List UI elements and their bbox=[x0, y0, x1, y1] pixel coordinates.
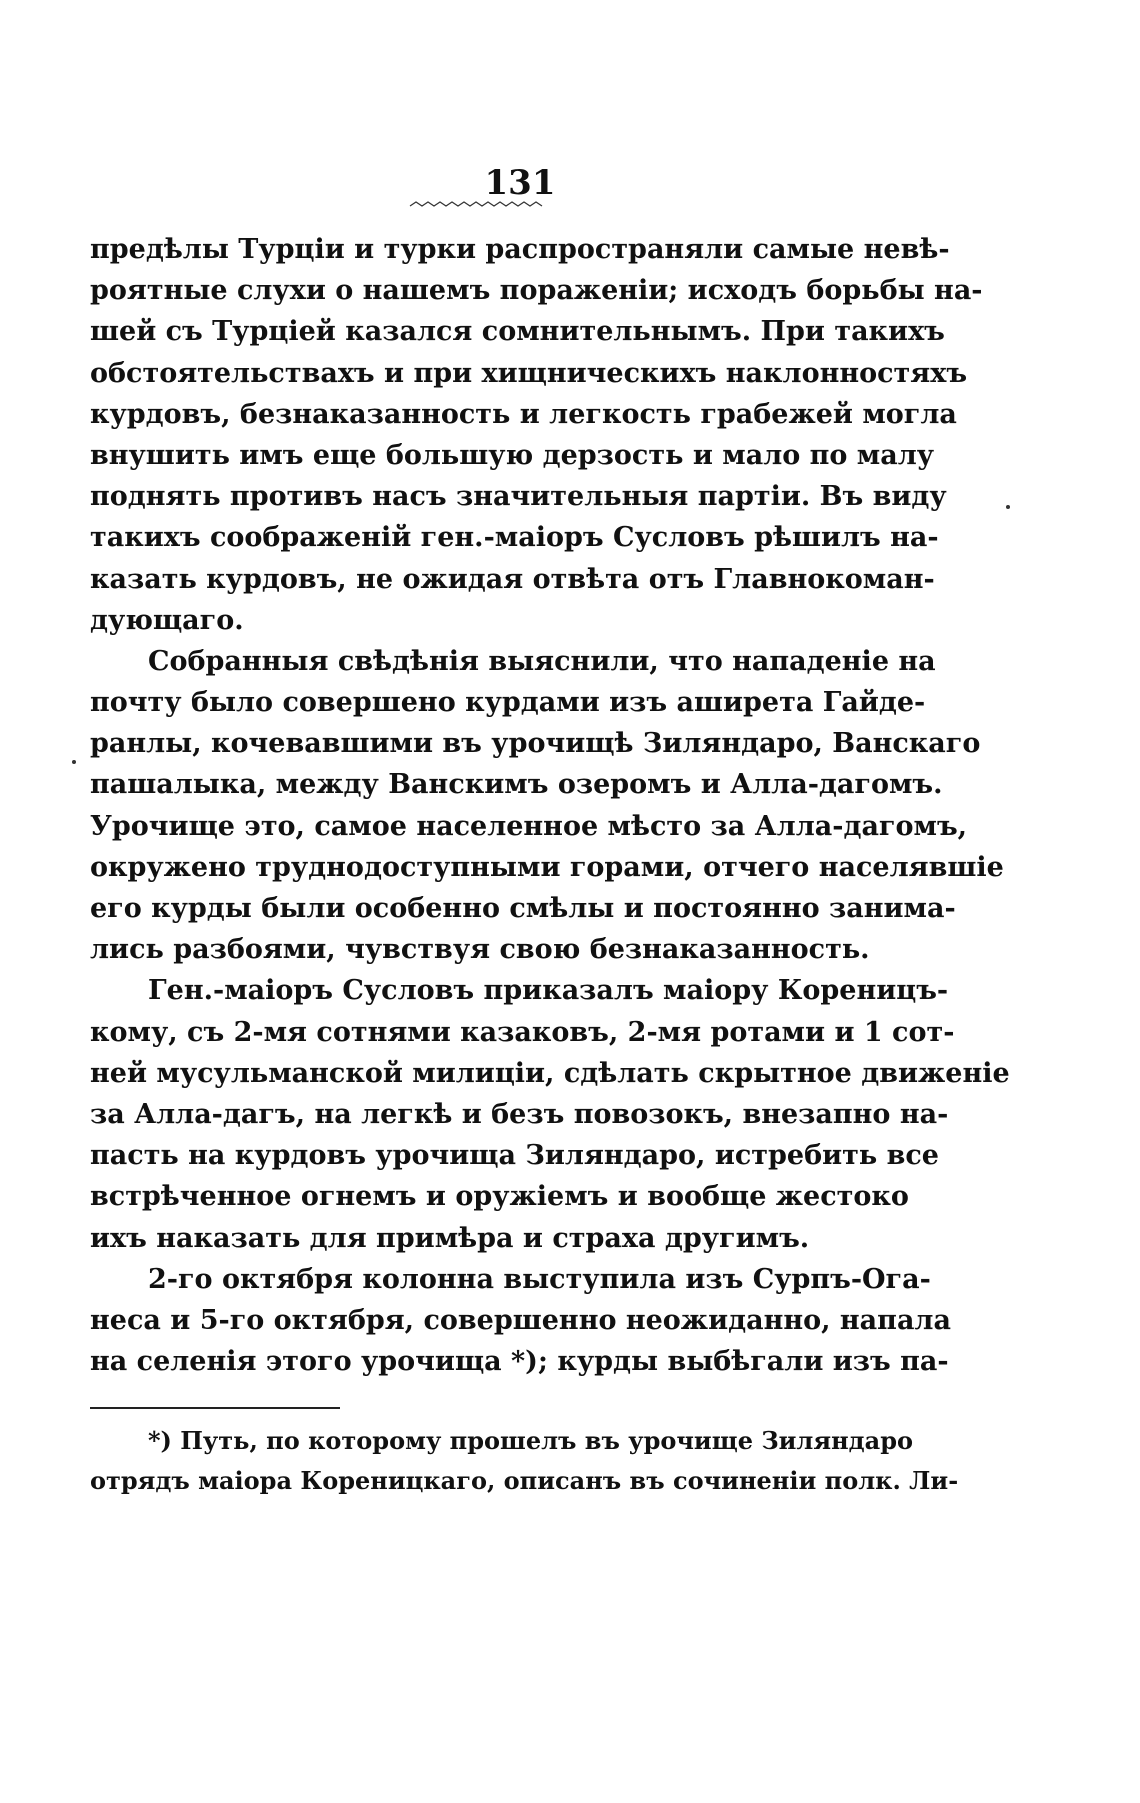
footnotes bbox=[90, 1421, 959, 1501]
text-line: его курды были особенно смѣлы и постоянно занима- bbox=[90, 893, 956, 924]
text-line: за Алла-дагъ, на легкѣ и безъ повозокъ, внезапно на- bbox=[90, 1098, 949, 1130]
body-text bbox=[90, 229, 1010, 1382]
text-line: такихъ соображеній ген.-маіоръ Сусловъ рѣшилъ на- bbox=[90, 522, 939, 554]
text-line: на селенія этого урочища *); курды выбѣгали изъ па- bbox=[90, 1346, 949, 1378]
text-line: Собранныя свѣдѣнія выяснили, что нападеніе на bbox=[148, 645, 936, 677]
text-line: казать курдовъ, не ожидая отвѣта отъ Главнокоман- bbox=[90, 563, 935, 595]
scan-speck bbox=[1006, 505, 1010, 509]
text-line: неса и 5-го октября, совершенно неожиданно, напала bbox=[90, 1304, 951, 1336]
scan-speck bbox=[72, 760, 76, 764]
text-line: курдовъ, безнаказанность и легкость грабежей могла bbox=[90, 398, 957, 430]
footnote-line: *) Путь, по которому прошелъ въ урочище Зиляндаро bbox=[148, 1426, 913, 1455]
text-line: шей съ Турціей казался сомнительнымъ. При такихъ bbox=[90, 316, 945, 348]
text-line: пасть на курдовъ урочища Зиляндаро, истребить все bbox=[90, 1140, 939, 1172]
text-line: почту было совершено курдами изъ аширета Гайде- bbox=[90, 687, 926, 719]
text-line: ней мусульманской милиціи, сдѣлать скрытное движеніе bbox=[90, 1057, 1010, 1089]
text-line: обстоятельствахъ и при хищническихъ наклонностяхъ bbox=[90, 357, 968, 389]
text-line: предѣлы Турціи и турки распространяли самые невѣ- bbox=[90, 234, 950, 265]
footnote-line: отрядъ маіора Кореницкаго, описанъ въ сочиненіи полк. Ли- bbox=[90, 1466, 959, 1495]
text-line: внушить имъ еще большую дерзость и мало по малу bbox=[90, 439, 935, 471]
footnote-rule bbox=[90, 1407, 340, 1409]
text-line: поднять противъ насъ значительныя партіи. Въ виду bbox=[90, 481, 947, 513]
page-number: 131 bbox=[484, 163, 556, 203]
text-line: встрѣченное огнемъ и оружіемъ и вообще жестоко bbox=[90, 1181, 909, 1213]
text-line: кому, съ 2-мя сотнями казаковъ, 2-мя ротами и 1 сот- bbox=[90, 1016, 955, 1048]
page-number-ornament bbox=[410, 200, 545, 208]
text-line: ранлы, кочевавшими въ урочищѣ Зиляндаро, Ванскаго bbox=[90, 728, 981, 760]
text-line: лись разбоями, чувствуя свою безнаказанность. bbox=[90, 934, 870, 966]
text-line: Урочище это, самое населенное мѣсто за Алла-дагомъ, bbox=[90, 810, 968, 842]
text-line: Ген.-маіоръ Сусловъ приказалъ маіору Кореницъ- bbox=[148, 975, 949, 1007]
text-line: пашалыка, между Ванскимъ озеромъ и Алла-дагомъ. bbox=[90, 769, 943, 801]
text-line: окружено труднодоступными горами, отчего населявшіе bbox=[90, 851, 1004, 883]
text-line: 2-го октября колонна выступила изъ Сурпъ-Ога- bbox=[148, 1263, 931, 1295]
text-line: роятные слухи о нашемъ пораженіи; исходъ борьбы на- bbox=[90, 275, 983, 307]
text-line: ихъ наказать для примѣра и страха другимъ. bbox=[90, 1222, 810, 1254]
text-line: дующаго. bbox=[90, 604, 244, 636]
